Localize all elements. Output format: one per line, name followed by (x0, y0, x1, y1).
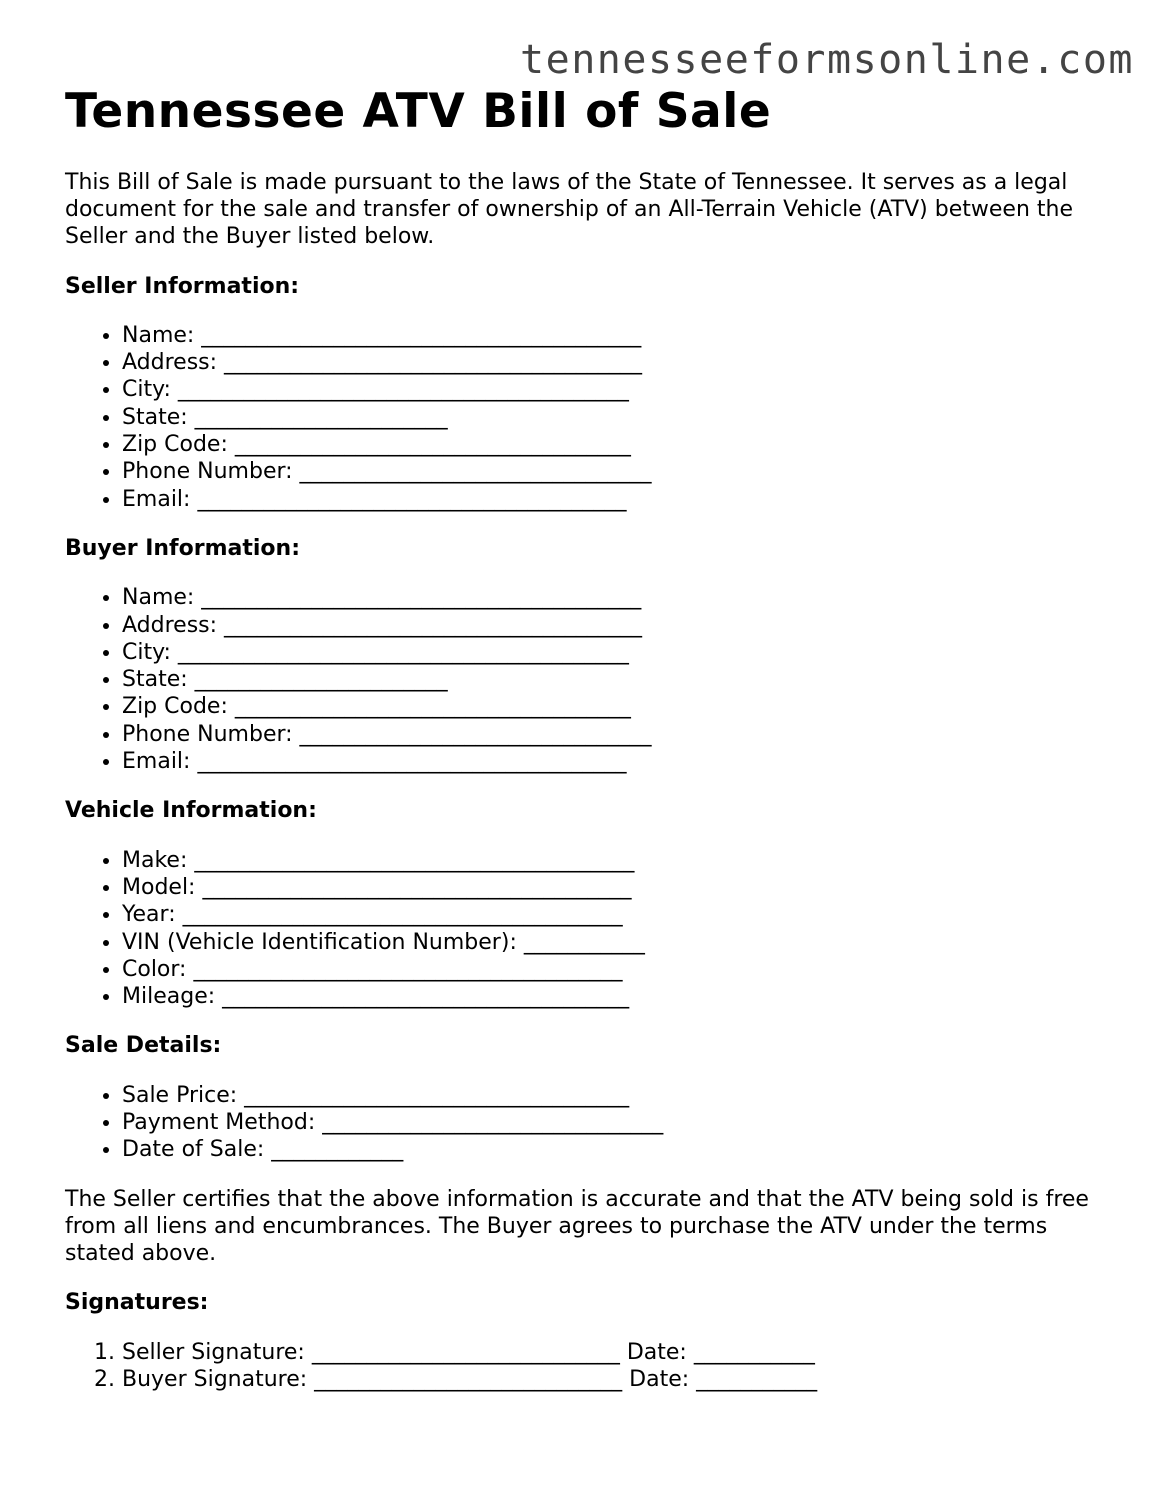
site-watermark: tennesseeformsonline.com (520, 37, 1134, 83)
vehicle-year-field: • Year: ________________________________________ (122, 901, 1115, 928)
sale-heading: Sale Details: (65, 1033, 222, 1059)
vehicle-fields (65, 847, 1115, 1011)
vehicle-vin-field: • VIN (Vehicle Identification Number): ___________ (122, 929, 1115, 956)
document-title: Tennessee ATV Bill of Sale (65, 84, 772, 139)
seller-phone-field: • Phone Number: ________________________________ (122, 458, 1115, 485)
seller-heading: Seller Information: (65, 273, 300, 299)
buyer-name-field: • Name: ________________________________________ (122, 584, 1115, 611)
signatures-heading: Signatures: (65, 1290, 209, 1316)
buyer-zip-field: • Zip Code: ____________________________________ (122, 693, 1115, 720)
buyer-state-field: • State: _______________________ (122, 666, 1115, 693)
payment-method-field: • Payment Method: _______________________________ (122, 1109, 1115, 1136)
vehicle-mileage-field: • Mileage: _____________________________________ (122, 983, 1115, 1010)
seller-email-field: • Email: _______________________________________ (122, 486, 1115, 513)
seller-zip-field: • Zip Code: ____________________________________ (122, 431, 1115, 458)
seller-fields (65, 322, 1115, 513)
sale-price-field: • Sale Price: ___________________________________ (122, 1082, 1115, 1109)
signature-lines (65, 1339, 1115, 1394)
buyer-phone-field: • Phone Number: ________________________________ (122, 721, 1115, 748)
certification-paragraph: The Seller certifies that the above information is accurate and that the ATV being sold is free from all liens and encumbrances. The Buyer agrees to purchase the ATV under the terms stated above. (65, 1186, 1089, 1267)
buyer-signature-line: 2. Buyer Signature: ____________________________ Date: ___________ (122, 1366, 1115, 1393)
buyer-city-field: • City: _________________________________________ (122, 639, 1115, 666)
seller-signature-line: 1. Seller Signature: ____________________________ Date: ___________ (122, 1339, 1115, 1366)
vehicle-make-field: • Make: ________________________________________ (122, 847, 1115, 874)
sale-fields (65, 1082, 1115, 1164)
seller-state-field: • State: _______________________ (122, 404, 1115, 431)
intro-paragraph: This Bill of Sale is made pursuant to the laws of the State of Tennessee. It serves as a legal document for the sale and transfer of ownership of an All-Terrain Vehicle (ATV) between the Seller and the Buyer listed below. (65, 169, 1073, 250)
vehicle-color-field: • Color: _______________________________________ (122, 956, 1115, 983)
seller-city-field: • City: _________________________________________ (122, 376, 1115, 403)
seller-address-field: • Address: ______________________________________ (122, 349, 1115, 376)
seller-name-field: • Name: ________________________________________ (122, 322, 1115, 349)
vehicle-heading: Vehicle Information: (65, 798, 317, 824)
date-of-sale-field: • Date of Sale: ____________ (122, 1136, 1115, 1163)
vehicle-model-field: • Model: _______________________________________ (122, 874, 1115, 901)
buyer-address-field: • Address: ______________________________________ (122, 612, 1115, 639)
document-page (65, 86, 1115, 1393)
buyer-heading: Buyer Information: (65, 535, 300, 561)
buyer-email-field: • Email: _______________________________________ (122, 748, 1115, 775)
buyer-fields (65, 584, 1115, 775)
